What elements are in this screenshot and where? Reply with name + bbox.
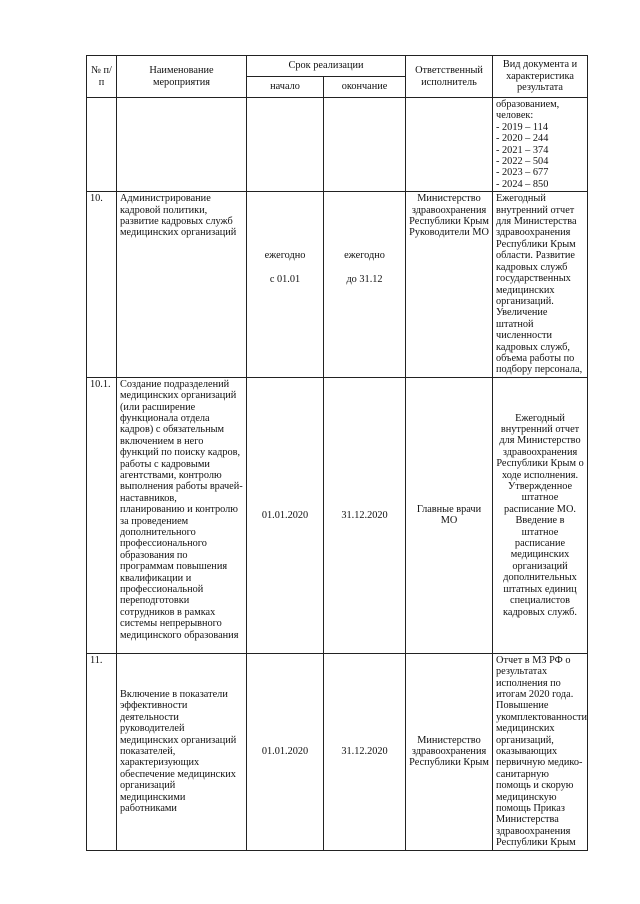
cell-responsible: Главные врачи МО: [406, 377, 493, 653]
result-line: - 2023 – 677: [496, 167, 549, 179]
cell-end: 31.12.2020: [324, 653, 406, 850]
cell-responsible: Министерство здравоохранения Республики Крым Руководители МО: [406, 192, 493, 378]
cell-end: [324, 192, 406, 378]
cell-end: 31.12.2020: [324, 377, 406, 653]
result-line: - 2024 – 850: [496, 178, 549, 190]
result-line: - 2019 – 114: [496, 121, 548, 133]
header-period: Срок реализации: [247, 56, 406, 77]
header-responsible: Ответственный исполнитель: [406, 56, 493, 98]
cell-start: 01.01.2020: [247, 377, 324, 653]
result-line: - 2021 – 374: [496, 144, 549, 156]
cell-result: Отчет в МЗ РФ о результатах исполнения по итогам 2020 года. Повышение укомплектованности медицинских организаций, оказывающих первичную медико-санитарную помощь и скорую медицинскую помощь Приказ Министерства здравоохранения Республики Крым: [493, 653, 588, 850]
cell-start: [247, 98, 324, 192]
cell-start: 01.01.2020: [247, 653, 324, 850]
table-row-11: [87, 653, 588, 850]
result-line: - 2022 – 504: [496, 156, 549, 168]
end-line-1: ежегодно: [344, 250, 385, 262]
cell-name: [117, 98, 247, 192]
cell-name: Включение в показатели эффективности деятельности руководителей медицинских организаций показателей, характеризующих обеспечение медицинских организаций медицинскими работниками: [117, 653, 247, 850]
table-row-10-1: [87, 377, 588, 653]
cell-num: 10.: [87, 192, 117, 378]
cell-num: 11.: [87, 653, 117, 850]
measures-table: [86, 55, 588, 851]
header-result: Вид документа и характеристика результата: [493, 56, 588, 98]
header-row-1: [87, 56, 588, 77]
result-line: - 2020 – 244: [496, 133, 549, 145]
header-num: № п/п: [87, 56, 117, 98]
table-row-continuation: [87, 98, 588, 192]
cell-name: Администрирование кадровой политики, развитие кадровых служб медицинских организаций: [117, 192, 247, 378]
table-row-10: [87, 192, 588, 378]
cell-result: [493, 98, 588, 192]
cell-num: [87, 98, 117, 192]
cell-result: Ежегодный внутренний отчет для Министерства здравоохранения Республики Крым области. Развитие кадровых служб государственных медицинских организаций. Увеличение штатной численности кадровых служб, объема работы по подбору персонала,: [493, 192, 588, 378]
result-line: образованием,: [496, 99, 560, 110]
cell-name: Создание подразделений медицинских организаций (или расширение функционала отдела кадров) с обязательным включением в него функций по поиску кадров, работы с кадровыми агентствами, контролю выполнения работы врачей-наставников, планированию и контролю за проведением дополнительного профессионального образования по программам повышения квалификации и профессиональной переподготовки сотрудников в рамках системы непрерывного медицинского образования: [117, 377, 247, 653]
header-end: окончание: [324, 77, 406, 98]
start-line-2: с 01.01: [269, 273, 301, 285]
header-start: начало: [247, 77, 324, 98]
cell-responsible: Министерство здравоохранения Республики Крым: [406, 653, 493, 850]
cell-result: Ежегодный внутренний отчет для Министерство здравоохранения Республики Крым о ходе исполнения. Утвержденное штатное расписание МО. Введение в штатное расписание медицинских организаций дополнительных штатных единиц специалистов кадровых служб.: [493, 377, 588, 653]
cell-num: 10.1.: [87, 377, 117, 653]
end-line-2: до 31.12: [346, 273, 383, 285]
result-line: человек:: [496, 110, 534, 122]
start-line-1: ежегодно: [264, 250, 306, 262]
cell-responsible: [406, 98, 493, 192]
header-name: Наименование мероприятия: [117, 56, 247, 98]
cell-start: [247, 192, 324, 378]
cell-end: [324, 98, 406, 192]
